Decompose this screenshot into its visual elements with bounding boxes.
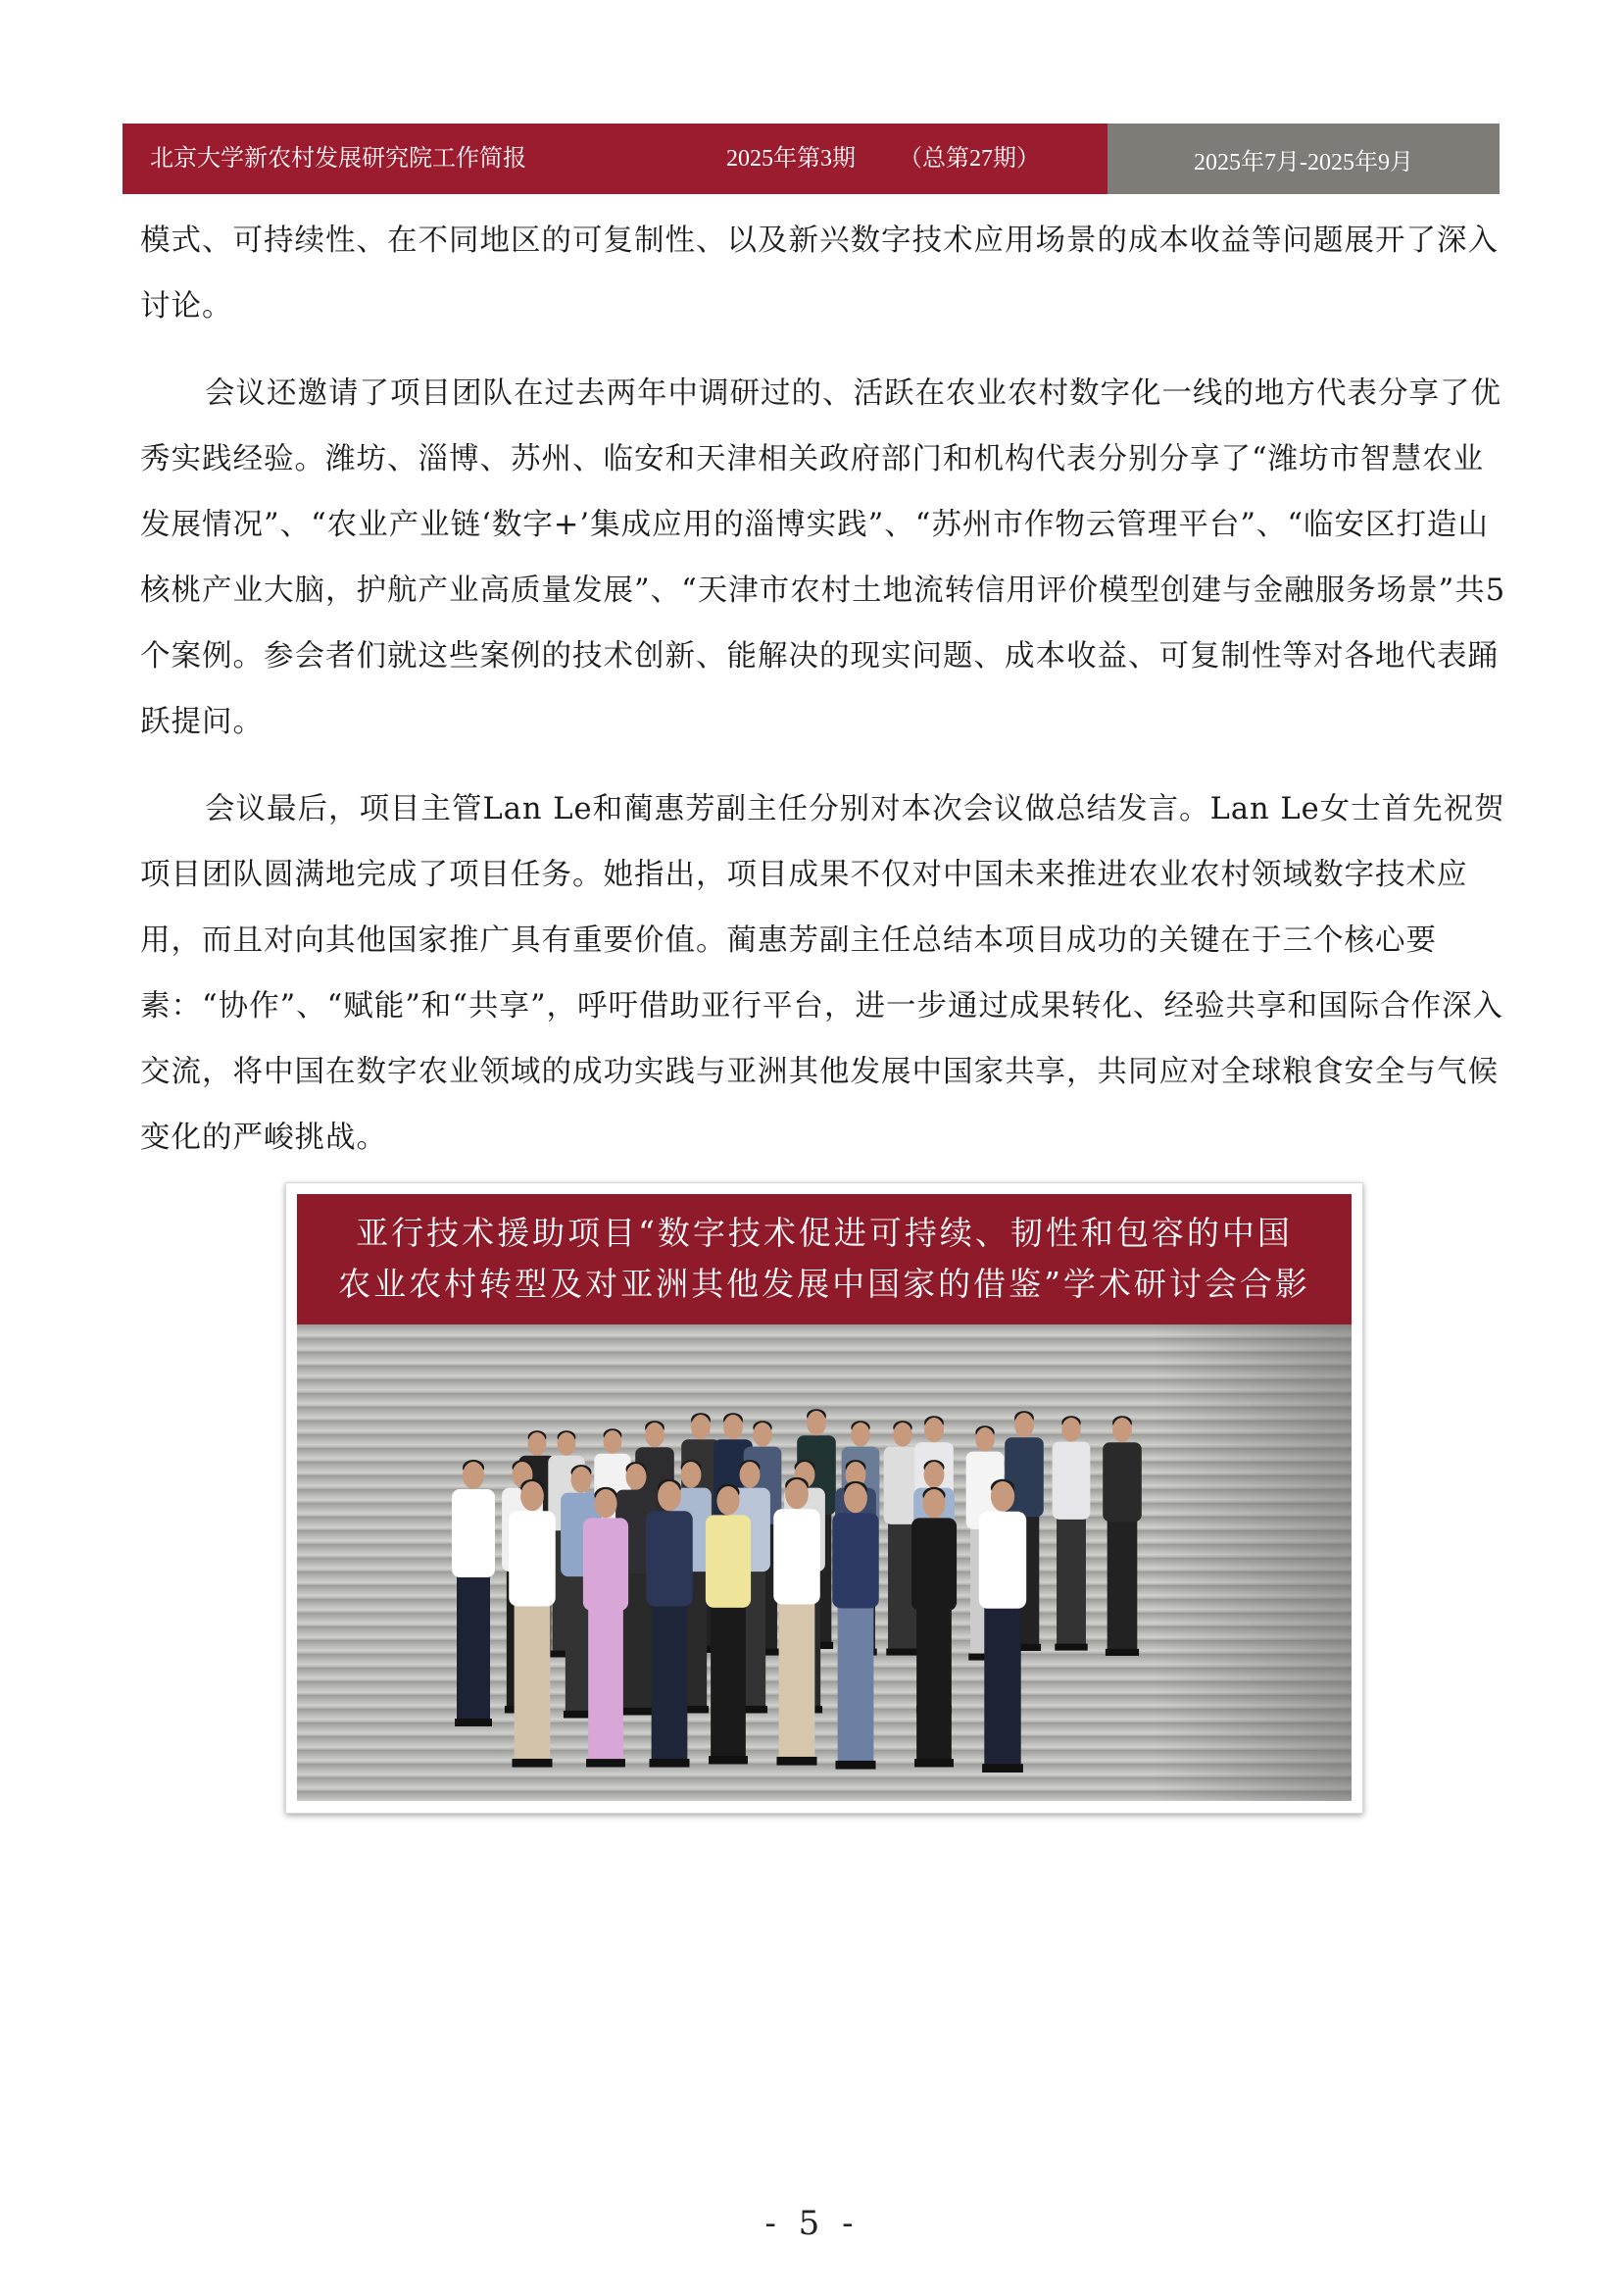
paragraph-3: 会议最后，项目主管Lan Le和蔺惠芳副主任分别对本次会议做总结发言。Lan Le女士首先祝贺项目团队圆满地完成了项目任务。她指出，项目成果不仅对中国未来推进农业农村领域数字技术应用，而且对向其他国家推广具有重要价值。蔺惠芳副主任总结本项目成功的关键在于三个核心要素：“协作”、“赋能”和“共享”，呼吁借助亚行平台，进一步通过成果转化、经验共享和国际合作深入交流，将中国在数字农业领域的成功实践与亚洲其他发展中国家共享，共同应对全球粮食安全与气候变化的严峻挑战。 — [140, 792, 1505, 1155]
person-29 — [832, 1481, 879, 1770]
person-27 — [706, 1484, 751, 1765]
person-26 — [646, 1479, 693, 1768]
article-body — [140, 208, 1512, 1192]
person-25 — [583, 1487, 628, 1768]
person-24 — [509, 1479, 556, 1768]
banner-line-1: 亚行技术援助项目“数字技术促进可持续、韧性和包容的中国 — [356, 1214, 1293, 1252]
photo-banner — [297, 1194, 1352, 1324]
person-31 — [979, 1479, 1026, 1772]
page-header — [123, 124, 1500, 194]
people-group — [297, 1324, 1352, 1801]
paragraph-2: 会议还邀请了项目团队在过去两年中调研过的、活跃在农业农村数字化一线的地方代表分享了优秀实践经验。潍坊、淄博、苏州、临安和天津相关政府部门和机构代表分别分享了“潍坊市智慧农业发展情况”、“农业产业链‘数字+’集成应用的淄博实践”、“苏州市作物云管理平台”、“临安区打造山核桃产业大脑，护航产业高质量发展”、“天津市农村土地流转信用评价模型创建与金融服务场景”共5个案例。参会者们就这些案例的技术创新、能解决的现实问题、成本收益、可复制性等对各地代表踊跃提问。 — [140, 376, 1506, 739]
stairs-background — [297, 1324, 1352, 1801]
person-30 — [911, 1487, 957, 1768]
banner-line-2: 农业农村转型及对亚洲其他发展中国家的借鉴”学术研讨会合影 — [338, 1265, 1310, 1303]
paragraph-1: 模式、可持续性、在不同地区的可复制性、以及新兴数字技术应用场景的成本收益等问题展开了深入讨论。 — [140, 224, 1499, 324]
person-14 — [1103, 1416, 1142, 1656]
page-number: - 5 - — [764, 2204, 860, 2243]
publication-title: 北京大学新农村发展研究院工作简报 — [150, 146, 526, 172]
header-period-block — [1107, 124, 1500, 194]
total-issue-number: （总第27期） — [899, 146, 1040, 172]
issue-number: 2025年第3期 — [726, 146, 856, 172]
person-15 — [452, 1460, 495, 1726]
group-photo — [285, 1182, 1363, 1814]
person-28 — [773, 1477, 820, 1766]
person-13 — [1053, 1416, 1091, 1650]
issue-period: 2025年7月-2025年9月 — [1194, 149, 1413, 175]
header-left-block — [123, 124, 1107, 194]
issue-info — [726, 124, 1040, 194]
group-photo-image — [297, 1194, 1352, 1801]
